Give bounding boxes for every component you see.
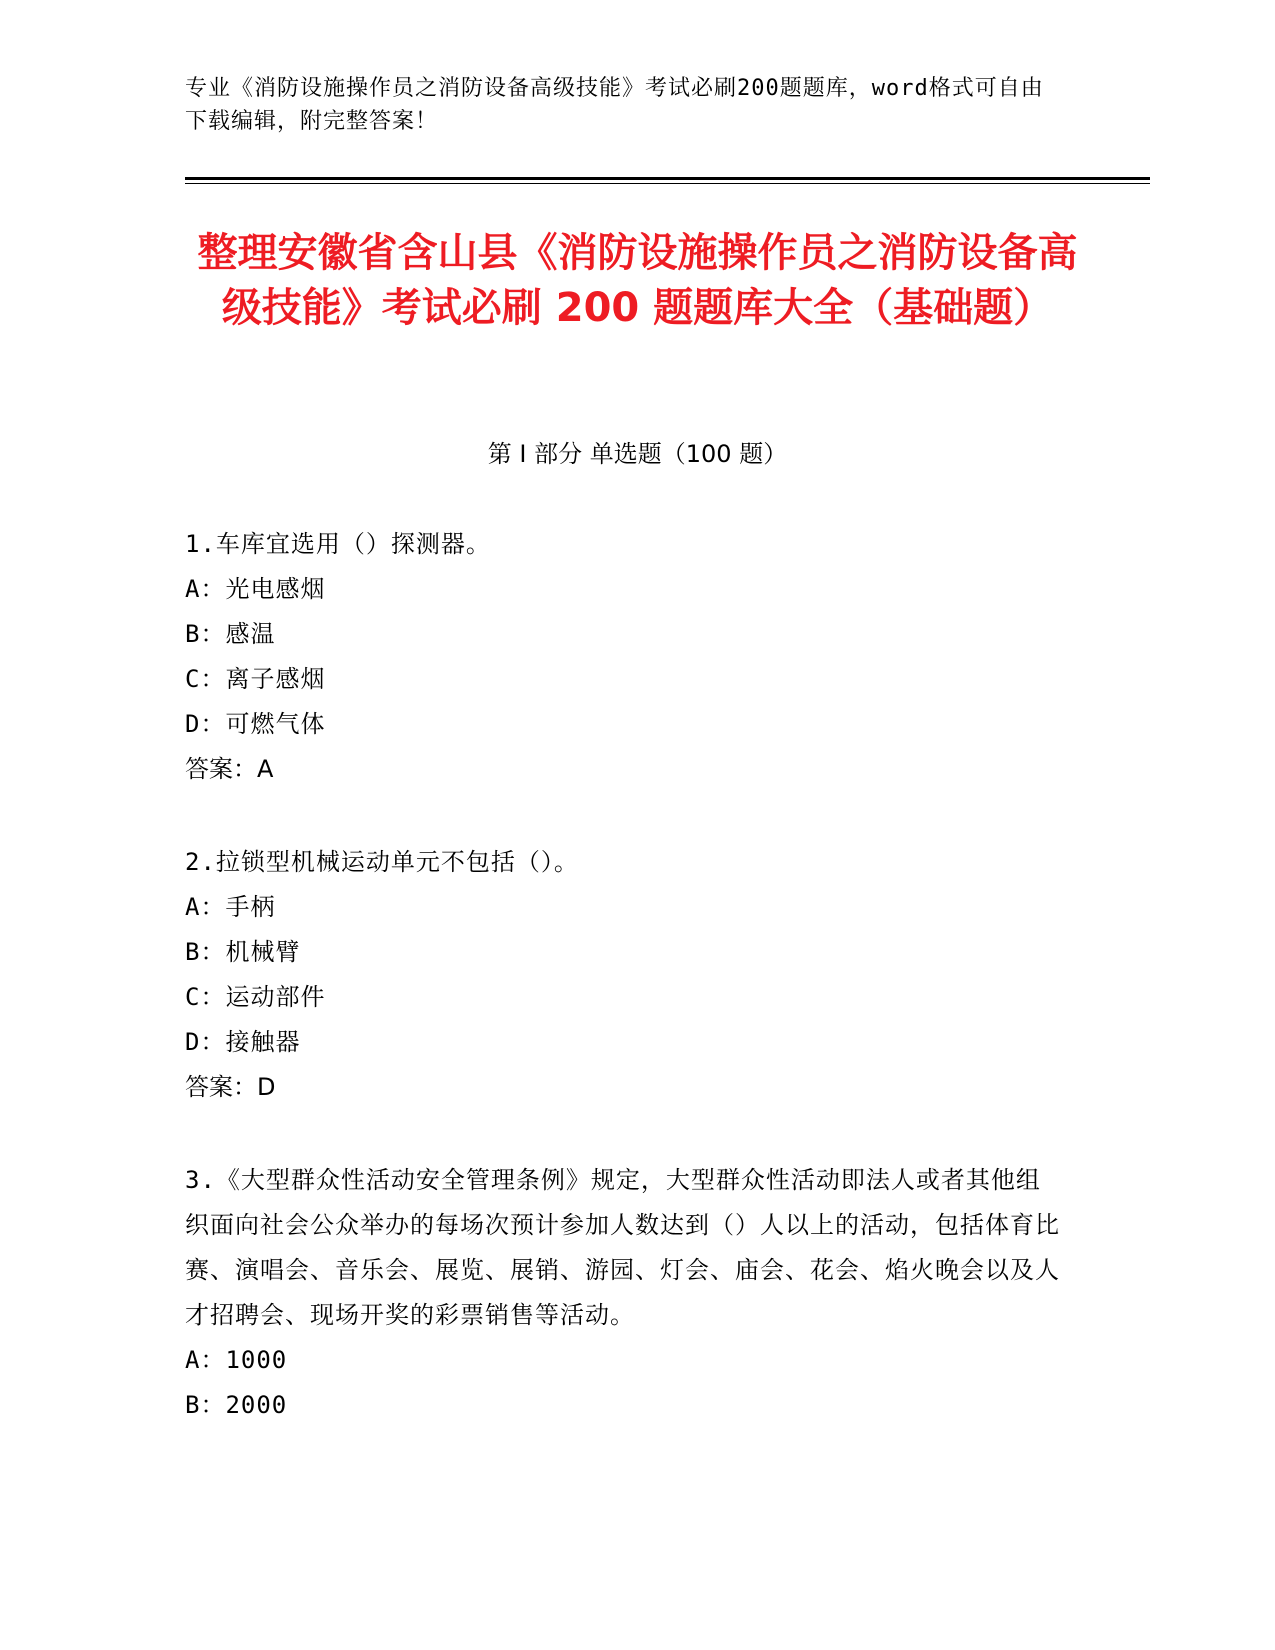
question-1 — [185, 522, 1065, 792]
option-b: B：2000 — [185, 1391, 288, 1419]
header-divider-thin — [185, 183, 1150, 184]
option-b: B：感温 — [185, 620, 276, 648]
question-text: 1.车库宜选用（）探测器。 — [185, 530, 491, 558]
option-d: D：可燃气体 — [185, 710, 326, 738]
question-text: 3.《大型群众性活动安全管理条例》规定，大型群众性活动即法人或者其他组织面向社会公众举办的每场次预计参加人数达到（）人以上的活动，包括体育比赛、演唱会、音乐会、展览、展销、游园、灯会、庙会、花会、焰火晚会以及人才招聘会、现场开奖的彩票销售等活动。 — [185, 1166, 1060, 1329]
option-d: D：接触器 — [185, 1028, 301, 1056]
section-heading: 第 I 部分 单选题（100 题） — [487, 440, 788, 468]
answer-text: 答案：D — [185, 1073, 276, 1101]
question-text: 2.拉锁型机械运动单元不包括（）。 — [185, 848, 579, 876]
answer-text: 答案：A — [185, 755, 274, 783]
option-c: C：运动部件 — [185, 983, 326, 1011]
option-b: B：机械臂 — [185, 938, 301, 966]
option-c: C：离子感烟 — [185, 665, 326, 693]
option-a: A：1000 — [185, 1346, 288, 1374]
question-3 — [185, 1158, 1065, 1428]
option-a: A：光电感烟 — [185, 575, 326, 603]
header-divider-thick — [185, 177, 1150, 180]
document-title: 整理安徽省含山县《消防设施操作员之消防设备高级技能》考试必刷 200 题题库大全（基础题） — [197, 230, 1078, 331]
header-intro-text: 专业《消防设施操作员之消防设备高级技能》考试必刷200题题库，word格式可自由下载编辑，附完整答案！ — [185, 76, 1044, 134]
option-a: A：手柄 — [185, 893, 276, 921]
question-2 — [185, 840, 1065, 1110]
